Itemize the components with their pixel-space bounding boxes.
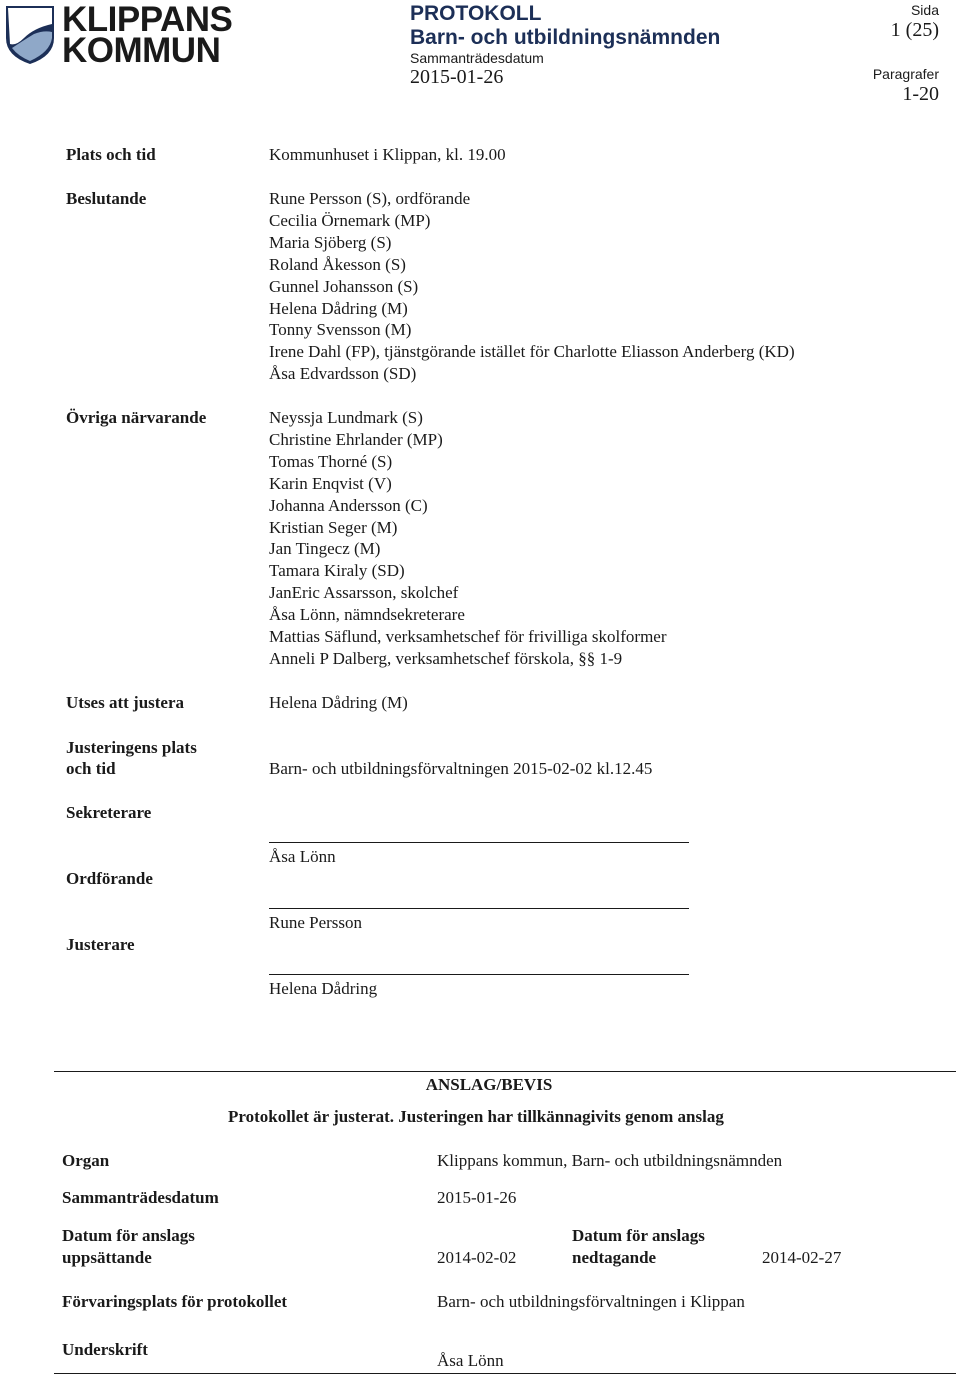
chair-name: Rune Persson [269,913,363,932]
others-list [269,407,667,670]
list-item: JanEric Assarsson, skolchef [269,583,459,603]
list-item: Gunnel Johansson (S) [269,276,419,296]
meeting-date: 2015-01-26 [410,66,504,88]
list-item: Helena Dådring (M) [269,298,408,318]
list-item: Kristian Seger (M) [269,517,398,537]
list-item: Maria Sjöberg (S) [269,232,392,252]
list-item: Johanna Andersson (C) [269,495,428,515]
chair-signature-line [269,908,689,909]
secretary-label: Sekreterare [66,803,152,822]
list-item: Mattias Säflund, verksamhetschef för frivilliga skolformer [269,627,667,647]
meeting-date-label: Sammanträdesdatum [410,50,544,66]
paragraphs-label: Paragrafer [872,66,939,82]
posted-label-1: Datum för anslags [62,1226,195,1245]
header-organ: Barn- och utbildningsnämnden [410,26,721,49]
list-item: Christine Ehrlander (MP) [269,429,443,449]
secretary-name: Åsa Lönn [269,847,336,866]
notice-bottom-rule [54,1373,956,1374]
list-item: Åsa Lönn, nämndsekreterare [269,605,465,625]
adjuster-name: Helena Dådring [269,979,378,998]
storage-label: Förvaringsplats för protokollet [62,1292,288,1311]
adjuster-label: Justerare [66,935,135,954]
signature-label: Underskrift [62,1340,148,1359]
logo-text-line1: KLIPPANS [62,0,233,39]
place-value: Kommunhuset i Klippan, kl. 19.00 [269,145,506,164]
list-item: Tamara Kiraly (SD) [269,561,405,581]
adjust-label: Utses att justera [66,693,185,712]
posted-date: 2014-02-02 [437,1248,517,1267]
secretary-signature-line [269,842,689,843]
list-item: Roland Åkesson (S) [269,254,406,274]
logo-text-line2: KOMMUN [62,31,221,70]
list-item: Anneli P Dalberg, verksamhetschef förskola, §§ 1-9 [269,648,623,668]
notice-date-label: Sammanträdesdatum [62,1188,219,1207]
deciding-label: Beslutande [66,189,147,208]
list-item: Neyssja Lundmark (S) [269,408,423,427]
adjust-place-label-1: Justeringens plats [66,738,197,757]
page-number: 1 (25) [890,19,939,41]
list-item: Rune Persson (S), ordförande [269,189,471,208]
signature-value: Åsa Lönn [437,1351,504,1370]
storage-value: Barn- och utbildningsförvaltningen i Klippan [437,1292,745,1311]
notice-subtitle: Protokollet är justerat. Justeringen har tillkännagivits genom anslag [228,1107,724,1126]
removed-label-1: Datum för anslags [572,1226,705,1245]
posted-label-2: uppsättande [62,1248,152,1267]
adjust-value: Helena Dådring (M) [269,693,408,712]
notice-title: ANSLAG/BEVIS [425,1075,553,1094]
paragraphs-range: 1-20 [902,83,939,105]
list-item: Tonny Svensson (M) [269,320,412,340]
place-label: Plats och tid [66,145,156,164]
deciding-list [269,188,795,385]
chair-label: Ordförande [66,869,153,888]
notice-organ-value: Klippans kommun, Barn- och utbildningsnämnden [437,1151,783,1170]
list-item: Åsa Edvardsson (SD) [269,364,417,384]
notice-date-value: 2015-01-26 [437,1188,517,1207]
list-item: Cecilia Örnemark (MP) [269,210,431,230]
municipality-logo [4,0,233,70]
notice-top-rule [54,1071,956,1072]
page-label: Sida [910,2,939,18]
document-type: PROTOKOLL [410,2,542,25]
others-label: Övriga närvarande [66,408,207,427]
klippan-coat-of-arms-icon [4,4,56,66]
notice-organ-label: Organ [62,1151,110,1170]
removed-label-2: nedtagande [572,1248,657,1267]
list-item: Tomas Thorné (S) [269,451,393,471]
list-item: Karin Enqvist (V) [269,473,392,493]
removed-date: 2014-02-27 [762,1248,842,1267]
adjust-place-label-2: och tid [66,759,116,778]
adjust-place-value: Barn- och utbildningsförvaltningen 2015-02-02 kl.12.45 [269,759,653,778]
list-item: Jan Tingecz (M) [269,539,381,559]
adjuster-signature-line [269,974,689,975]
list-item: Irene Dahl (FP), tjänstgörande istället för Charlotte Eliasson Anderberg (KD) [269,342,795,362]
